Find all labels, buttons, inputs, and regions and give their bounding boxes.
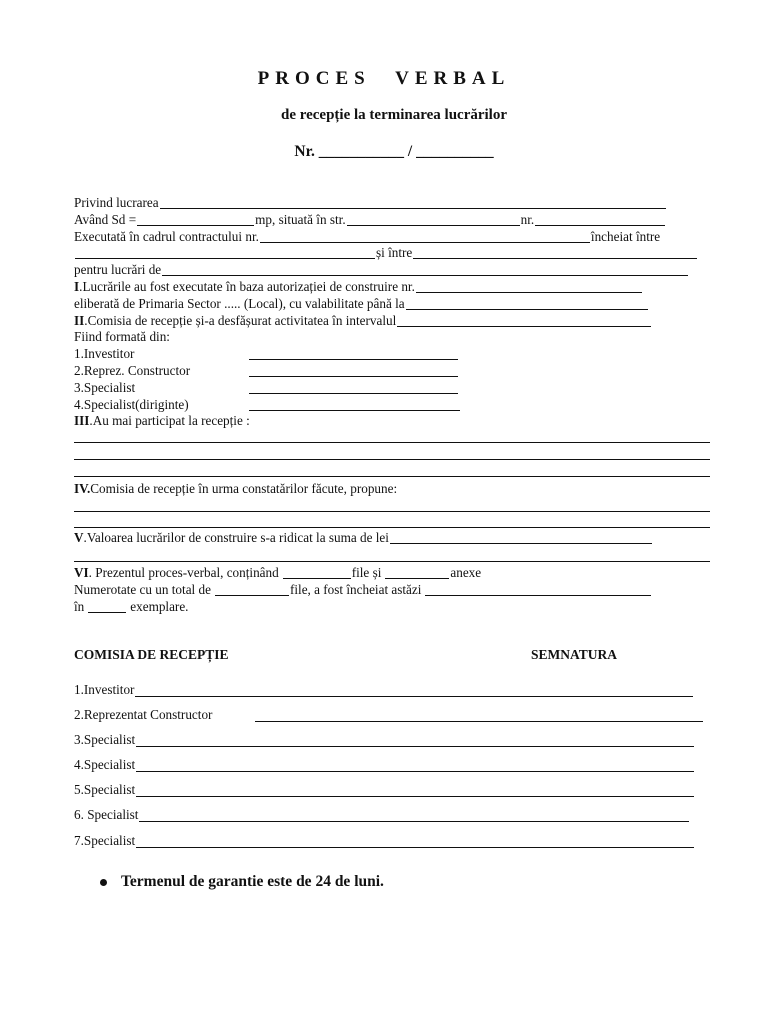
signature-role: 1.Investitor: [74, 682, 135, 697]
field-line-exemplare: [74, 598, 188, 615]
field-line-parti: [74, 244, 698, 261]
label-interval: .Comisia de recepție și-a desfășurat activitatea în intervalul: [84, 313, 397, 328]
signature-role: 7.Specialist: [74, 833, 136, 848]
label-propuneri: Comisia de recepție în urma constatărilor făcute, propune:: [90, 481, 398, 496]
signature-blank[interactable]: [136, 835, 694, 848]
member-blank[interactable]: [249, 347, 458, 360]
member-label: 1.Investitor: [74, 346, 135, 361]
bullet-icon: [100, 879, 107, 886]
blank-valoare[interactable]: [390, 531, 652, 544]
label-exemplare: exemplare.: [130, 599, 189, 614]
label-incheiat-intre: încheiat între: [590, 229, 661, 244]
signature-blank[interactable]: [135, 684, 693, 697]
label-avand-sd: Având Sd =: [74, 212, 137, 227]
label-valabilitate: eliberată de Primaria Sector ..... (Local), cu valabilitate până la: [74, 296, 405, 311]
label-continand: . Prezentul proces-verbal, conținând: [88, 565, 279, 580]
label-mp-strada: mp, situată în str.: [255, 212, 346, 227]
signature-role: 3.Specialist: [74, 732, 136, 747]
field-line-propuneri: [74, 480, 397, 497]
blank-strada[interactable]: [347, 213, 520, 226]
blank-line[interactable]: [74, 442, 710, 443]
member-row: [74, 345, 459, 362]
label-participanti: .Au mai participat la recepție :: [89, 413, 250, 428]
signature-role: 4.Specialist: [74, 757, 136, 772]
signature-row: [74, 731, 695, 749]
label-file-si: file și: [351, 565, 382, 580]
label-valoare: .Valoarea lucrărilor de construire s-a ridicat la suma de lei: [83, 530, 389, 545]
member-blank[interactable]: [249, 398, 460, 411]
section-numeral-iii: III: [74, 413, 90, 428]
warranty-text: Termenul de garantie este de 24 de luni.: [121, 873, 384, 890]
signature-row: [74, 756, 695, 774]
member-label: 2.Reprez. Constructor: [74, 363, 191, 378]
label-anexe: anexe: [450, 565, 482, 580]
blank-parte-1[interactable]: [75, 246, 375, 259]
label-privind-lucrarea: Privind lucrarea: [74, 195, 159, 210]
label-lucrari-de: pentru lucrări de: [74, 262, 162, 277]
field-line-interval: [74, 312, 652, 329]
warranty-note: [100, 873, 384, 891]
blank-numar[interactable]: [535, 213, 665, 226]
signature-row: [74, 681, 694, 699]
commission-heading: COMISIA DE RECEPȚIE: [74, 647, 229, 662]
label-autorizatie: .Lucrările au fost executate în baza autorizației de construire nr.: [79, 279, 415, 294]
document-subtitle: de recepție la terminarea lucrărilor: [280, 107, 508, 123]
label-contract: Executată în cadrul contractului nr.: [74, 229, 259, 244]
blank-interval[interactable]: [397, 314, 651, 327]
blank-data[interactable]: [425, 583, 651, 596]
field-line-valabilitate: [74, 295, 649, 312]
member-label: 4.Specialist(diriginte): [74, 397, 189, 412]
blank-total[interactable]: [215, 583, 289, 596]
document-title: PROCES VERBAL: [257, 68, 511, 89]
blank-valabilitate[interactable]: [406, 297, 648, 310]
label-numerotate: Numerotate cu un total de: [74, 582, 211, 597]
signature-heading: SEMNATURA: [531, 647, 618, 662]
field-line-autorizatie: [74, 278, 643, 295]
blank-line[interactable]: [74, 476, 710, 477]
blank-line[interactable]: [74, 459, 710, 460]
signature-blank[interactable]: [136, 784, 694, 797]
label-si-intre: și între: [376, 245, 413, 260]
field-line-participanti: [74, 412, 250, 429]
blank-lucrarea[interactable]: [160, 196, 666, 209]
blank-parte-2[interactable]: [413, 246, 697, 259]
signature-blank[interactable]: [255, 709, 703, 722]
label-nr: nr.: [520, 212, 535, 227]
section-numeral-ii: II: [74, 313, 85, 328]
signature-role: 6. Specialist: [74, 807, 139, 822]
field-line-contract: [74, 228, 660, 245]
member-blank[interactable]: [249, 381, 458, 394]
member-row: [74, 362, 459, 379]
signature-row: [74, 832, 695, 850]
blank-file[interactable]: [283, 566, 351, 579]
field-line-file: [74, 564, 481, 581]
section-numeral-v: V: [74, 530, 84, 545]
label-fiind-formata: Fiind formată din:: [74, 329, 170, 344]
signature-blank[interactable]: [139, 809, 689, 822]
blank-line[interactable]: [74, 561, 710, 562]
signature-blank[interactable]: [136, 759, 694, 772]
blank-contract[interactable]: [260, 230, 590, 243]
blank-lucrari[interactable]: [162, 263, 688, 276]
label-incheiat-astazi: file, a fost încheiat astăzi: [289, 582, 422, 597]
blank-anexe[interactable]: [385, 566, 449, 579]
section-numeral-i: I: [74, 279, 80, 294]
member-label: 3.Specialist: [74, 380, 136, 395]
field-line-sd: [74, 211, 666, 228]
label-in: în: [74, 599, 85, 614]
signature-row: [74, 781, 695, 799]
member-row: [74, 379, 459, 396]
signature-row: [74, 706, 704, 724]
member-row: [74, 396, 461, 413]
section-numeral-iv: IV.: [74, 481, 91, 496]
blank-sd[interactable]: [137, 213, 254, 226]
document-number: Nr. ___________ / __________: [294, 143, 494, 160]
signature-role: 2.Reprezentat Constructor: [74, 707, 213, 722]
field-line-total: [74, 581, 652, 598]
field-line-valoare: [74, 529, 653, 546]
signature-blank[interactable]: [136, 734, 694, 747]
signature-role: 5.Specialist: [74, 782, 136, 797]
blank-exemplare[interactable]: [88, 600, 126, 613]
field-line-formata: [74, 328, 170, 345]
field-line-lucrarea: [74, 194, 667, 211]
blank-line[interactable]: [74, 511, 710, 512]
signature-row: [74, 806, 690, 824]
section-numeral-vi: VI: [74, 565, 89, 580]
blank-autorizatie[interactable]: [416, 280, 642, 293]
blank-line[interactable]: [74, 527, 710, 528]
field-line-lucrari: [74, 261, 689, 278]
member-blank[interactable]: [249, 364, 458, 377]
